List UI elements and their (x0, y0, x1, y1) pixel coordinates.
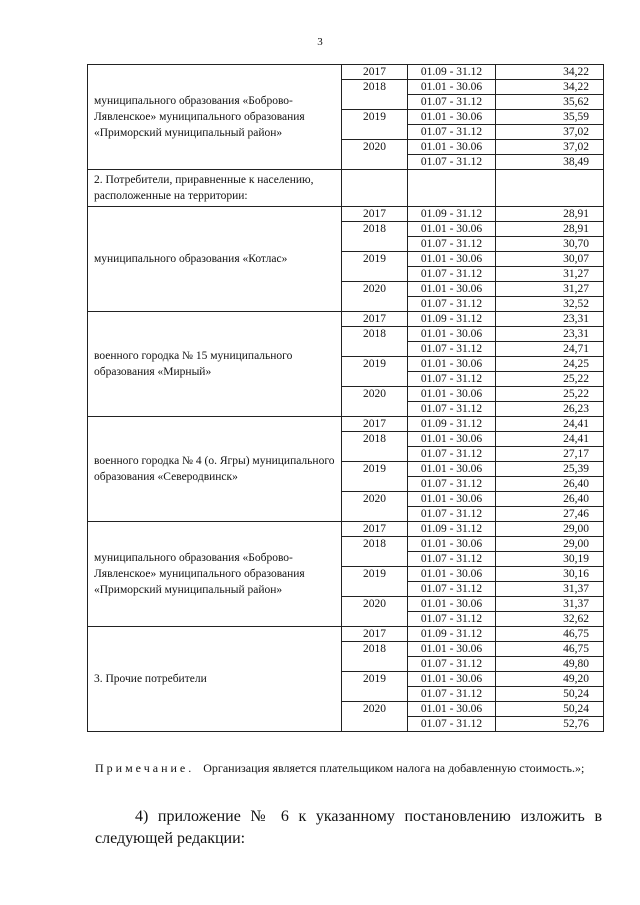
note-text-block (95, 760, 602, 776)
period-cell: 01.09 - 31.12 (408, 65, 496, 80)
period-cell: 01.07 - 31.12 (408, 552, 496, 567)
period-cell: 01.07 - 31.12 (408, 372, 496, 387)
table-row (88, 207, 604, 222)
year-cell: 2018 (342, 537, 408, 567)
consumer-description: муниципального образования «Боброво-Лявленское» муниципального образования «Приморский муниципальный район» (88, 65, 342, 170)
tariff-table-body (88, 65, 604, 732)
period-cell: 01.09 - 31.12 (408, 522, 496, 537)
value-cell: 27,46 (496, 507, 604, 522)
value-cell: 24,25 (496, 357, 604, 372)
period-cell: 01.07 - 31.12 (408, 342, 496, 357)
period-cell: 01.01 - 30.06 (408, 432, 496, 447)
value-cell: 49,80 (496, 657, 604, 672)
year-cell: 2019 (342, 110, 408, 140)
consumer-description: военного городка № 15 муниципального образования «Мирный» (88, 312, 342, 417)
period-cell: 01.07 - 31.12 (408, 582, 496, 597)
value-cell: 30,19 (496, 552, 604, 567)
value-cell: 26,40 (496, 492, 604, 507)
value-cell: 24,71 (496, 342, 604, 357)
table-row (88, 312, 604, 327)
year-cell: 2019 (342, 462, 408, 492)
value-cell: 37,02 (496, 140, 604, 155)
year-cell: 2018 (342, 80, 408, 110)
value-cell: 26,23 (496, 402, 604, 417)
note (95, 760, 602, 776)
year-cell: 2020 (342, 140, 408, 170)
period-cell: 01.01 - 30.06 (408, 702, 496, 717)
period-cell: 01.07 - 31.12 (408, 125, 496, 140)
value-cell: 35,62 (496, 95, 604, 110)
value-cell: 35,59 (496, 110, 604, 125)
value-cell: 29,00 (496, 522, 604, 537)
value-cell: 31,27 (496, 282, 604, 297)
value-cell: 49,20 (496, 672, 604, 687)
period-cell: 01.07 - 31.12 (408, 447, 496, 462)
value-cell: 24,41 (496, 417, 604, 432)
period-cell: 01.07 - 31.12 (408, 477, 496, 492)
value-cell: 34,22 (496, 80, 604, 95)
period-cell: 01.07 - 31.12 (408, 237, 496, 252)
year-cell: 2017 (342, 522, 408, 537)
table-row (88, 627, 604, 642)
year-cell: 2019 (342, 252, 408, 282)
value-cell: 25,22 (496, 387, 604, 402)
period-cell: 01.07 - 31.12 (408, 612, 496, 627)
year-cell: 2017 (342, 312, 408, 327)
period-cell: 01.01 - 30.06 (408, 537, 496, 552)
period-cell: 01.01 - 30.06 (408, 327, 496, 342)
table-row (88, 170, 604, 207)
period-cell: 01.01 - 30.06 (408, 387, 496, 402)
section-header: 2. Потребители, приравненные к населению, расположенные на территории: (88, 170, 342, 207)
consumer-description: муниципального образования «Котлас» (88, 207, 342, 312)
year-cell: 2019 (342, 357, 408, 387)
period-cell: 01.07 - 31.12 (408, 657, 496, 672)
amendment-paragraph: 4) приложение № 6 к указанному постановлению изложить в следующей редакции: (95, 808, 602, 847)
year-cell: 2020 (342, 492, 408, 522)
value-cell: 23,31 (496, 327, 604, 342)
value-cell: 31,37 (496, 597, 604, 612)
year-cell: 2017 (342, 207, 408, 222)
period-cell: 01.01 - 30.06 (408, 282, 496, 297)
year-cell: 2020 (342, 387, 408, 417)
period-cell: 01.07 - 31.12 (408, 402, 496, 417)
period-cell: 01.07 - 31.12 (408, 155, 496, 170)
period-cell: 01.07 - 31.12 (408, 95, 496, 110)
value-cell: 32,52 (496, 297, 604, 312)
value-cell: 31,27 (496, 267, 604, 282)
period-cell: 01.01 - 30.06 (408, 222, 496, 237)
value-cell: 28,91 (496, 207, 604, 222)
period-cell: 01.01 - 30.06 (408, 642, 496, 657)
value-cell: 46,75 (496, 642, 604, 657)
period-cell: 01.09 - 31.12 (408, 207, 496, 222)
period-cell: 01.09 - 31.12 (408, 417, 496, 432)
tariff-table (87, 64, 604, 732)
period-cell: 01.01 - 30.06 (408, 672, 496, 687)
period-cell: 01.01 - 30.06 (408, 597, 496, 612)
value-cell: 27,17 (496, 447, 604, 462)
value-cell: 37,02 (496, 125, 604, 140)
year-cell: 2018 (342, 222, 408, 252)
period-cell (408, 170, 496, 207)
year-cell: 2017 (342, 65, 408, 80)
period-cell: 01.01 - 30.06 (408, 110, 496, 125)
period-cell: 01.07 - 31.12 (408, 717, 496, 732)
consumer-description: военного городка № 4 (о. Ягры) муниципального образования «Северодвинск» (88, 417, 342, 522)
value-cell: 30,07 (496, 252, 604, 267)
value-cell: 31,37 (496, 582, 604, 597)
consumer-description: муниципального образования «Боброво-Лявленское» муниципального образования «Приморский муниципальный район» (88, 522, 342, 627)
year-cell: 2018 (342, 432, 408, 462)
note-label: Примечание. (95, 761, 195, 775)
period-cell: 01.07 - 31.12 (408, 687, 496, 702)
table-row (88, 417, 604, 432)
value-cell: 26,40 (496, 477, 604, 492)
period-cell: 01.09 - 31.12 (408, 627, 496, 642)
value-cell: 28,91 (496, 222, 604, 237)
value-cell: 23,31 (496, 312, 604, 327)
period-cell: 01.01 - 30.06 (408, 357, 496, 372)
period-cell: 01.09 - 31.12 (408, 312, 496, 327)
value-cell: 25,39 (496, 462, 604, 477)
period-cell: 01.07 - 31.12 (408, 267, 496, 282)
value-cell: 50,24 (496, 687, 604, 702)
value-cell: 32,62 (496, 612, 604, 627)
value-cell: 25,22 (496, 372, 604, 387)
consumer-description: 3. Прочие потребители (88, 627, 342, 732)
year-cell: 2020 (342, 702, 408, 732)
value-cell: 30,16 (496, 567, 604, 582)
value-cell: 38,49 (496, 155, 604, 170)
value-cell: 30,70 (496, 237, 604, 252)
table-row (88, 65, 604, 80)
period-cell: 01.01 - 30.06 (408, 462, 496, 477)
period-cell: 01.01 - 30.06 (408, 80, 496, 95)
period-cell: 01.01 - 30.06 (408, 252, 496, 267)
value-cell: 34,22 (496, 65, 604, 80)
value-cell: 52,76 (496, 717, 604, 732)
year-cell: 2017 (342, 627, 408, 642)
value-cell: 46,75 (496, 627, 604, 642)
value-cell: 29,00 (496, 537, 604, 552)
year-cell: 2019 (342, 672, 408, 702)
period-cell: 01.01 - 30.06 (408, 492, 496, 507)
period-cell: 01.01 - 30.06 (408, 140, 496, 155)
year-cell: 2018 (342, 327, 408, 357)
year-cell (342, 170, 408, 207)
value-cell: 50,24 (496, 702, 604, 717)
value-cell (496, 170, 604, 207)
page-number: 3 (317, 36, 323, 48)
year-cell: 2020 (342, 597, 408, 627)
period-cell: 01.07 - 31.12 (408, 297, 496, 312)
table-row (88, 522, 604, 537)
year-cell: 2020 (342, 282, 408, 312)
year-cell: 2017 (342, 417, 408, 432)
year-cell: 2019 (342, 567, 408, 597)
value-cell: 24,41 (496, 432, 604, 447)
year-cell: 2018 (342, 642, 408, 672)
period-cell: 01.01 - 30.06 (408, 567, 496, 582)
period-cell: 01.07 - 31.12 (408, 507, 496, 522)
note-body: Организация является плательщиком налога на добавленную стоимость.»; (203, 761, 585, 775)
